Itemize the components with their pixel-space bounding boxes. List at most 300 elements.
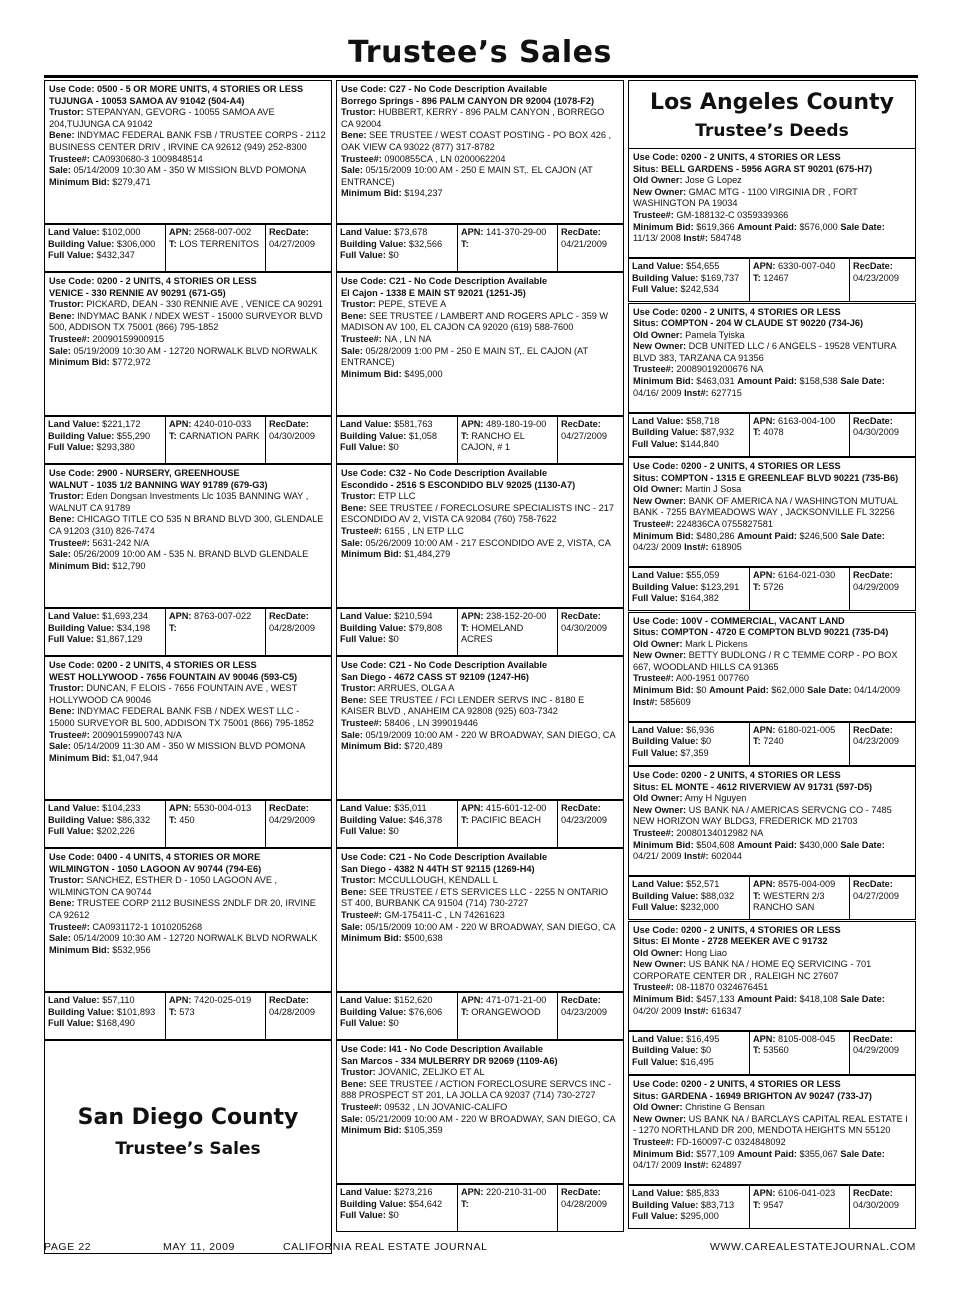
trustor-value: SANCHEZ, ESTHER D - 1050 LAGOON AVE , WILMINGTON CA 90744 [49, 875, 278, 897]
sale-info-value: 05/26/2009 10:00 AM - 217 ESCONDIDO AVE 2, VISTA, CA [365, 537, 611, 548]
trustee-number-label: Trustee#: [49, 333, 90, 344]
trustee-number [49, 922, 327, 934]
trustor [49, 107, 327, 130]
trustee-number-value: 5631-242 N/A [92, 537, 150, 548]
tract-value: 573 [179, 1006, 195, 1017]
full-value-value: $0 [388, 634, 399, 645]
tract [169, 431, 262, 443]
land-value [340, 611, 454, 623]
use-code: Use Code: 0200 - 2 UNITS, 4 STORIES OR LESS [633, 924, 841, 935]
full-value-label: Full Value: [340, 826, 386, 837]
property-address: WEST HOLLYWOOD - 7656 FOUNTAIN AV 90046 (593-C5) [49, 671, 298, 682]
trustor [341, 683, 619, 695]
building-value [48, 1007, 162, 1019]
trustor-value: HUBBERT, KERRY - 896 PALM CANYON , BORREGO CA 92004 [341, 107, 605, 129]
trustor [341, 299, 619, 311]
values-grid [336, 992, 624, 1040]
sale-info [49, 346, 327, 358]
land-value [48, 803, 162, 815]
land-value-label: Land Value: [340, 227, 392, 237]
values-col [629, 877, 750, 919]
building-value-label: Building Value: [632, 1045, 699, 1056]
old-owner [633, 639, 911, 651]
building-value-label: Building Value: [340, 238, 407, 249]
full-value-label: Full Value: [632, 1056, 678, 1067]
minimum-bid-label: Minimum Bid: [49, 560, 110, 571]
trustee-number-label: Trustee#: [341, 153, 382, 164]
amount-paid-value: $62,000 [771, 685, 805, 696]
land-value-value: $152,620 [394, 995, 433, 1005]
land-value [632, 1034, 746, 1046]
apn-value: 8575-004-009 [778, 879, 836, 889]
minimum-bid-value: $1,484,279 [404, 549, 451, 560]
use-code: Use Code: 0500 - 5 OR MORE UNITS, 4 STORIES OR LESS [49, 84, 304, 94]
building-value-label: Building Value: [340, 1198, 407, 1209]
land-value-label: Land Value: [632, 415, 684, 426]
apn-value: 2568-007-002 [194, 227, 252, 237]
trustee-number-value: GM-175411-C , LN 74261623 [384, 909, 505, 920]
beneficiary-value: SEE TRUSTEE / WEST COAST POSTING - PO BOX 426 , OAK VIEW CA 93022 (877) 317-8782 [341, 130, 612, 152]
sale-info-label: Sale: [49, 345, 71, 356]
new-owner [633, 341, 911, 364]
recdate-label: RecDate: [853, 724, 893, 735]
values-grid [336, 416, 624, 464]
new-owner-label: New Owner: [633, 186, 687, 197]
property-address: San Diego - 4382 N 44TH ST 92115 (1269-H4) [341, 863, 535, 874]
deed-body [628, 303, 916, 413]
full-value [48, 826, 162, 838]
trustee-number-value: 20089019200676 NA [676, 364, 764, 375]
tract [753, 273, 846, 285]
old-owner-label: Old Owner: [633, 793, 683, 804]
apn-value: 141-370-29-00 [486, 227, 547, 237]
deed-record [628, 457, 916, 611]
property-address: El Cajon - 1338 E MAIN ST 92021 (1251-J5) [341, 287, 526, 298]
tract-label: T: [753, 736, 761, 747]
values-col [337, 417, 458, 463]
beneficiary-value: INDYMAC FEDERAL BANK FSB / NDEX WEST LLC - 15000 SURVEYOR BL 500, ADDISON TX 75001 (866) 795-1852 [49, 706, 314, 728]
values-grid [44, 608, 332, 656]
trustee-number [341, 910, 619, 922]
minimum-bid-value: $105,359 [404, 1125, 443, 1136]
tract [461, 815, 554, 827]
recdate-col [850, 414, 915, 456]
values-col [629, 414, 750, 456]
new-owner-value: US BANK NA / HOME EQ SERVICING - 701 CORPORATE CENTER DR , RALEIGH NC 27607 [633, 959, 872, 981]
building-value-value: $123,291 [700, 581, 740, 592]
trustor-label: Trustor: [49, 107, 84, 118]
use-code: Use Code: 0200 - 2 UNITS, 4 STORIES OR LESS [633, 1079, 841, 1089]
tract-label: T: [461, 622, 469, 633]
land-value [48, 227, 162, 239]
property-address: TUJUNGA - 10053 SAMOA AV 91042 (504-A4) [49, 95, 245, 106]
full-value-label: Full Value: [340, 1210, 386, 1221]
tract-label: T: [753, 1199, 761, 1210]
land-value-label: Land Value: [632, 1188, 684, 1198]
minimum-bid-value: $457,133 [696, 994, 735, 1005]
recdate-label: RecDate: [269, 419, 309, 429]
tract-value: CARNATION PARK [179, 430, 260, 441]
minimum-bid [341, 1125, 619, 1137]
trustee-number-value: 0900855CA , LN 0200062204 [384, 153, 506, 164]
recdate-label: RecDate: [561, 803, 601, 813]
use-code: Use Code: C32 - No Code Description Available [341, 468, 548, 478]
tract-value: HOMELAND ACRES [461, 622, 524, 645]
trustee-number-label: Trustee#: [49, 153, 90, 164]
tract-label: T: [169, 622, 177, 633]
building-value-label: Building Value: [48, 814, 115, 825]
beneficiary-value: SEE TRUSTEE / LAMBERT AND ROGERS APLC - 359 W MADISON AV 100, EL CAJON CA 92020 (619) 588-7600 [341, 310, 609, 333]
sale-date-value: 04/16/ 2009 [633, 387, 682, 398]
trustee-number [341, 1102, 619, 1114]
use-code: Use Code: 0200 - 2 UNITS, 4 STORIES OR LESS [49, 660, 257, 670]
sale-info [341, 165, 619, 188]
trustor-label: Trustor: [49, 875, 84, 886]
situs: Situs: EL MONTE - 4612 RIVERVIEW AV 91731 (597-D5) [633, 781, 873, 792]
minimum-bid-value: $772,972 [112, 357, 151, 368]
building-value-label: Building Value: [632, 272, 699, 283]
building-value [48, 815, 162, 827]
sale-info-label: Sale: [341, 165, 363, 176]
trustee-number-label: Trustee#: [49, 729, 90, 740]
building-value [340, 239, 454, 251]
full-value [48, 1018, 162, 1030]
values-grid [628, 258, 916, 302]
land-value-label: Land Value: [340, 419, 392, 429]
recdate-col [558, 609, 623, 655]
use-code: Use Code: C21 - No Code Description Available [341, 276, 548, 286]
apn-value: 6164-021-030 [778, 570, 836, 580]
trustee-number-value: GM-188132-C 0359339366 [676, 209, 789, 220]
tract-value: PACIFIC BEACH [471, 814, 541, 825]
full-value-value: $0 [388, 1210, 399, 1221]
tract-label: T: [461, 238, 469, 249]
recdate-value: 04/23/2009 [853, 272, 899, 283]
old-owner-value: Pamela Tyiska [685, 329, 745, 340]
trustor [49, 491, 327, 514]
beneficiary-label: Bene: [341, 1078, 367, 1089]
amount-paid-label: Amount Paid: [709, 685, 769, 696]
sale-info-value: 05/15/2009 10:00 AM - 250 E MAIN ST,. EL CAJON (AT ENTRANCE) [341, 165, 593, 187]
land-value-value: $102,000 [102, 227, 141, 237]
recdate-col [558, 993, 623, 1039]
building-value-value: $88,032 [700, 890, 735, 901]
full-value-value: $232,000 [680, 902, 719, 913]
trustor [341, 107, 619, 130]
sale-info-value: 05/28/2009 1:00 PM - 250 E MAIN ST,. EL CAJON (AT ENTRANCE) [341, 345, 588, 368]
old-owner-label: Old Owner: [633, 175, 683, 186]
beneficiary-value: INDYMAC FEDERAL BANK FSB / TRUSTEE CORPS - 2112 BUSINESS CENTER DRIV , IRVINE CA 92612 (949) 252-8300 [49, 130, 326, 152]
apn-col [166, 225, 266, 271]
building-value-value: $83,713 [700, 1199, 735, 1210]
full-value-value: $293,380 [96, 442, 135, 453]
use-code: Use Code: C21 - No Code Description Available [341, 852, 548, 862]
trustee-number [633, 210, 911, 222]
trustor-label: Trustor: [341, 683, 376, 694]
full-value [340, 634, 454, 646]
full-value-label: Full Value: [632, 902, 678, 913]
land-value-label: Land Value: [48, 611, 100, 621]
tract-label: T: [169, 1006, 177, 1017]
apn-col [750, 1032, 850, 1074]
tract [753, 427, 846, 439]
building-value-label: Building Value: [48, 622, 115, 633]
beneficiary-value: SEE TRUSTEE / FCI LENDER SERVS INC - 8180 E KAISER BLVD , ANAHEIM CA 92808 (925) 603-7342 [341, 694, 585, 717]
tract [753, 1045, 846, 1057]
listing-record [44, 272, 332, 464]
listing-body [44, 464, 332, 608]
apn-col [166, 993, 266, 1039]
trustor-label: Trustor: [341, 107, 376, 118]
listing-record [336, 1040, 624, 1232]
bid-paid-line [633, 994, 911, 1017]
apn-value: 238-152-20-00 [486, 611, 547, 621]
apn-label: APN: [753, 415, 776, 426]
building-value-label: Building Value: [340, 430, 407, 441]
values-col [45, 609, 166, 655]
listing-record [44, 464, 332, 656]
sale-info-label: Sale: [341, 921, 363, 932]
use-code: Use Code: 0200 - 2 UNITS, 4 STORIES OR LESS [633, 152, 841, 162]
building-value-value: $169,737 [700, 272, 740, 283]
land-value-value: $6,936 [686, 724, 715, 735]
trustee-number-value: CA0930680-3 1009848514 [92, 153, 203, 164]
tract [753, 582, 846, 594]
tract-value: 9547 [763, 1199, 784, 1210]
instrument-number-label: Inst#: [683, 233, 708, 244]
land-value-label: Land Value: [340, 611, 392, 621]
land-value-value: $273,216 [394, 1187, 433, 1197]
san-diego-heading-panel [44, 1040, 332, 1254]
new-owner [633, 650, 911, 673]
full-value-value: $0 [388, 250, 399, 261]
tract-value: 7240 [763, 736, 784, 747]
recdate-label: RecDate: [853, 879, 893, 889]
trustor [49, 299, 327, 311]
minimum-bid-label: Minimum Bid: [49, 357, 110, 368]
recdate-value: 04/28/2009 [269, 622, 315, 633]
trustee-number-label: Trustee#: [341, 717, 382, 728]
recdate-label: RecDate: [853, 570, 893, 580]
full-value-value: $16,495 [680, 1056, 714, 1067]
tract-value: 450 [179, 814, 195, 825]
tract [169, 1007, 262, 1019]
new-owner-label: New Owner: [633, 495, 687, 506]
full-value [632, 439, 746, 451]
trustor-label: Trustor: [341, 299, 376, 310]
full-value-label: Full Value: [340, 250, 386, 261]
land-value-label: Land Value: [340, 803, 392, 813]
apn-col [750, 723, 850, 765]
use-code: Use Code: 0400 - 4 UNITS, 4 STORIES OR MORE [49, 852, 261, 862]
trustee-number-label: Trustee#: [633, 982, 674, 993]
land-value [340, 419, 454, 431]
sale-info-value: 05/15/2009 10:00 AM - 220 W BROADWAY, SAN DIEGO, CA [365, 921, 616, 932]
recdate-label: RecDate: [269, 227, 309, 237]
apn-value: 6106-041-023 [778, 1188, 836, 1198]
values-grid [336, 224, 624, 272]
sale-info-value: 05/19/2009 10:30 AM - 12720 NORWALK BLVD NORWALK [73, 345, 318, 356]
building-value [340, 1199, 454, 1211]
apn-value: 6163-004-100 [778, 415, 836, 426]
tract [753, 1200, 846, 1212]
recdate-col [850, 568, 915, 610]
land-value [48, 995, 162, 1007]
sale-info-value: 05/14/2009 10:30 AM - 12720 NORWALK BLVD NORWALK [73, 933, 318, 944]
land-value-value: $52,571 [686, 879, 720, 889]
land-value-value: $57,110 [102, 995, 135, 1005]
sale-info-label: Sale: [49, 741, 71, 752]
apn-col [458, 417, 558, 463]
recdate-label: RecDate: [561, 227, 601, 237]
old-owner-label: Old Owner: [633, 638, 683, 649]
situs: Situs: COMPTON - 204 W CLAUDE ST 90220 (734-J6) [633, 318, 864, 329]
trustee-number-label: Trustee#: [341, 333, 382, 344]
apn-value: 8763-007-022 [194, 611, 252, 621]
values-grid [628, 1031, 916, 1075]
building-value-label: Building Value: [340, 814, 407, 825]
tract-label: T: [461, 430, 469, 441]
beneficiary-label: Bene: [49, 898, 75, 909]
recdate-value: 04/21/2009 [561, 238, 607, 249]
trustee-number [633, 982, 911, 994]
instrument-number-label: Inst#: [684, 851, 709, 862]
trustor-value: ARRUES, OLGA A [377, 683, 455, 694]
trustee-number [49, 730, 327, 742]
listing-record [336, 272, 624, 464]
old-owner [633, 330, 911, 342]
trustor-label: Trustor: [49, 299, 84, 310]
trustee-number-label: Trustee#: [341, 525, 382, 536]
recdate-col [850, 259, 915, 301]
tract-value: 5726 [763, 581, 784, 592]
land-value [632, 261, 746, 273]
apn [753, 879, 846, 891]
recdate-label: RecDate: [561, 995, 601, 1005]
values-col [337, 1185, 458, 1231]
beneficiary [49, 130, 327, 153]
sale-info [49, 933, 327, 945]
values-grid [336, 800, 624, 848]
apn-value: 8105-008-045 [778, 1033, 836, 1044]
tract-label: T: [753, 272, 761, 283]
amount-paid-value: $246,500 [799, 530, 838, 541]
land-value [340, 995, 454, 1007]
trustee-number-value: 09532 , LN JOVANIC-CALIFO [384, 1101, 508, 1112]
old-owner-value: Martin J Sosa [685, 484, 742, 495]
minimum-bid-label: Minimum Bid: [341, 368, 402, 379]
listing-record [44, 80, 332, 272]
listing-body [44, 848, 332, 992]
building-value-label: Building Value: [340, 622, 407, 633]
building-value-label: Building Value: [632, 890, 699, 901]
building-value-value: $76,606 [408, 1006, 443, 1017]
land-value-label: Land Value: [340, 995, 392, 1005]
recdate-label: RecDate: [853, 261, 893, 271]
tract-value: LOS TERRENITOS [179, 238, 260, 249]
listing-body [336, 1040, 624, 1184]
building-value [48, 431, 162, 443]
building-value-value: $55,290 [116, 430, 151, 441]
apn-value: 489-180-19-00 [486, 419, 547, 429]
trustee-number-value: 20080134012982 NA [676, 827, 764, 838]
recdate-col [558, 1185, 623, 1231]
sale-info-label: Sale: [341, 1113, 363, 1124]
amount-paid-label: Amount Paid: [737, 376, 797, 387]
sale-date-value: 04/17/ 2009 [633, 1160, 682, 1171]
land-value [48, 611, 162, 623]
full-value-label: Full Value: [632, 593, 678, 604]
land-value-label: Land Value: [48, 803, 100, 813]
recdate-value: 04/28/2009 [561, 1198, 607, 1209]
recdate-label: RecDate: [561, 1187, 601, 1197]
tract [461, 1199, 554, 1211]
sale-info [49, 741, 327, 753]
full-value-value: $0 [388, 826, 399, 837]
apn [461, 227, 554, 239]
minimum-bid-value: $532,956 [112, 944, 151, 955]
land-value-value: $85,833 [686, 1188, 720, 1198]
minimum-bid-value: $1,047,944 [112, 752, 159, 763]
beneficiary-label: Bene: [49, 514, 75, 525]
apn-label: APN: [753, 879, 776, 889]
sale-info-label: Sale: [49, 165, 71, 176]
beneficiary-label: Bene: [49, 310, 75, 321]
old-owner-value: Amy H Nguyen [684, 793, 747, 804]
minimum-bid-value: $495,000 [404, 368, 443, 379]
sale-date-label: Sale Date: [840, 839, 885, 850]
minimum-bid-label: Minimum Bid: [49, 944, 110, 955]
sale-info [341, 922, 619, 934]
values-grid [44, 992, 332, 1040]
building-value-value: $101,893 [116, 1006, 156, 1017]
apn-label: APN: [753, 1188, 776, 1198]
full-value-value: $295,000 [680, 1211, 719, 1222]
land-value-label: Land Value: [340, 1187, 392, 1197]
minimum-bid-value: $463,031 [696, 376, 735, 387]
tract-value: WESTERN 2/3 RANCHO SAN [753, 890, 825, 913]
trustor-label: Trustor: [49, 683, 84, 694]
la-county-subtitle: Trustee’s Deeds [695, 121, 849, 141]
building-value [632, 736, 746, 748]
tract [753, 891, 846, 914]
recdate-value: 04/23/2009 [853, 736, 899, 747]
full-value-value: $0 [388, 442, 399, 453]
full-value-value: $168,490 [96, 1018, 135, 1029]
trustee-number-value: FD-160097-C 0324848092 [676, 1136, 786, 1147]
recdate-col [266, 225, 331, 271]
recdate-col [266, 417, 331, 463]
building-value-label: Building Value: [632, 581, 699, 592]
amount-paid-value: $158,538 [799, 376, 838, 387]
bid-paid-line [633, 685, 911, 708]
apn [753, 416, 846, 428]
recdate-value: 04/27/2009 [561, 430, 607, 441]
tract-value: ORANGEWOOD [471, 1006, 541, 1017]
values-col [629, 259, 750, 301]
tract-label: T: [753, 427, 761, 438]
apn-label: APN: [753, 1033, 776, 1044]
recdate-value: 04/30/2009 [853, 1199, 899, 1210]
minimum-bid-label: Minimum Bid: [633, 376, 694, 387]
use-code: Use Code: 2900 - NURSERY, GREENHOUSE [49, 468, 240, 478]
minimum-bid-value: $480,286 [696, 530, 735, 541]
apn-value: 7420-025-019 [194, 995, 252, 1005]
apn [169, 611, 262, 623]
building-value-label: Building Value: [48, 430, 115, 441]
recdate-label: RecDate: [561, 611, 601, 621]
minimum-bid-value: $500,638 [404, 933, 443, 944]
